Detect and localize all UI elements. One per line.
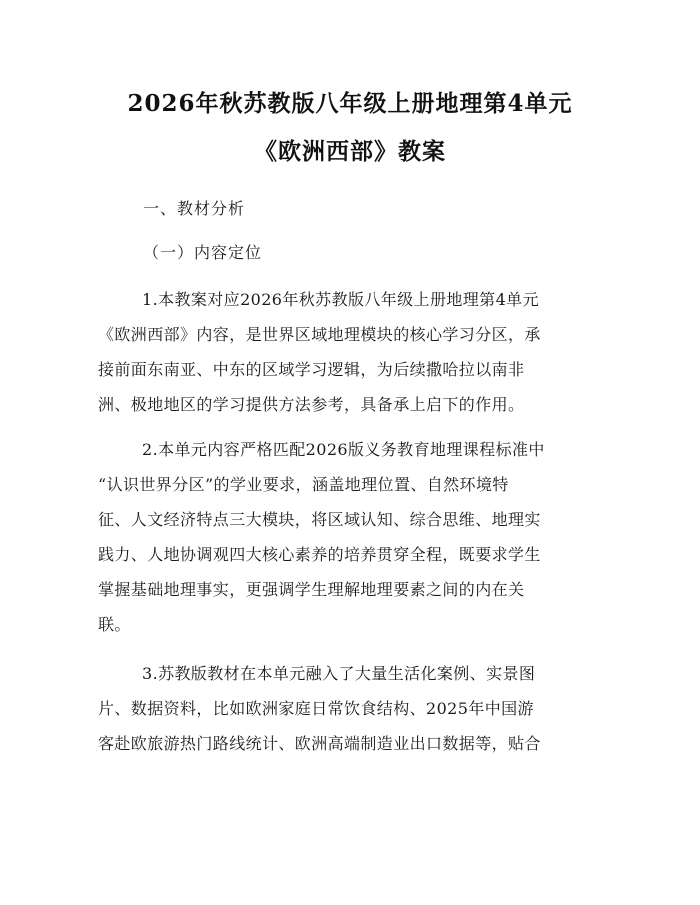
paragraph-2 [98, 432, 608, 642]
document-title-line-1: 2026年秋苏教版八年级上册地理第4单元 [127, 90, 573, 117]
paragraph-line: 《欧洲西部》内容，是世界区域地理模块的核心学习分区，承 [98, 325, 541, 344]
paragraph-line: 客赴欧旅游热门路线统计、欧洲高端制造业出口数据等，贴合 [98, 734, 541, 753]
paragraph-line: 洲、极地地区的学习提供方法参考，具备承上启下的作用。 [98, 395, 525, 414]
paragraph-3 [98, 656, 608, 761]
section-heading: 一、教材分析 [143, 199, 246, 218]
paragraph-line: 1.本教案对应2026年秋苏教版八年级上册地理第4单元 [142, 290, 539, 309]
subsection-heading: （一）内容定位 [143, 243, 263, 262]
paragraph-line: 接前面东南亚、中东的区域学习逻辑，为后续撒哈拉以南非 [98, 360, 525, 379]
paragraph-line: 征、人文经济特点三大模块，将区域认知、综合思维、地理实 [98, 510, 541, 529]
paragraph-line: 3.苏教版教材在本单元融入了大量生活化案例、实景图 [142, 664, 536, 683]
paragraph-line: “认识世界分区”的学业要求，涵盖地理位置、自然环境特 [98, 475, 509, 494]
paragraph-line: 掌握基础地理事实，更强调学生理解地理要素之间的内在关 [98, 580, 525, 599]
paragraph-1 [98, 282, 608, 422]
paragraph-line: 践力、人地协调观四大核心素养的培养贯穿全程，既要求学生 [98, 545, 541, 564]
paragraph-line: 联。 [98, 615, 131, 634]
document-title-line-2: 《欧洲西部》教案 [254, 138, 446, 165]
paragraph-line: 2.本单元内容严格匹配2026版义务教育地理课程标准中 [142, 440, 545, 459]
paragraph-line: 片、数据资料，比如欧洲家庭日常饮食结构、2025年中国游 [98, 699, 534, 718]
